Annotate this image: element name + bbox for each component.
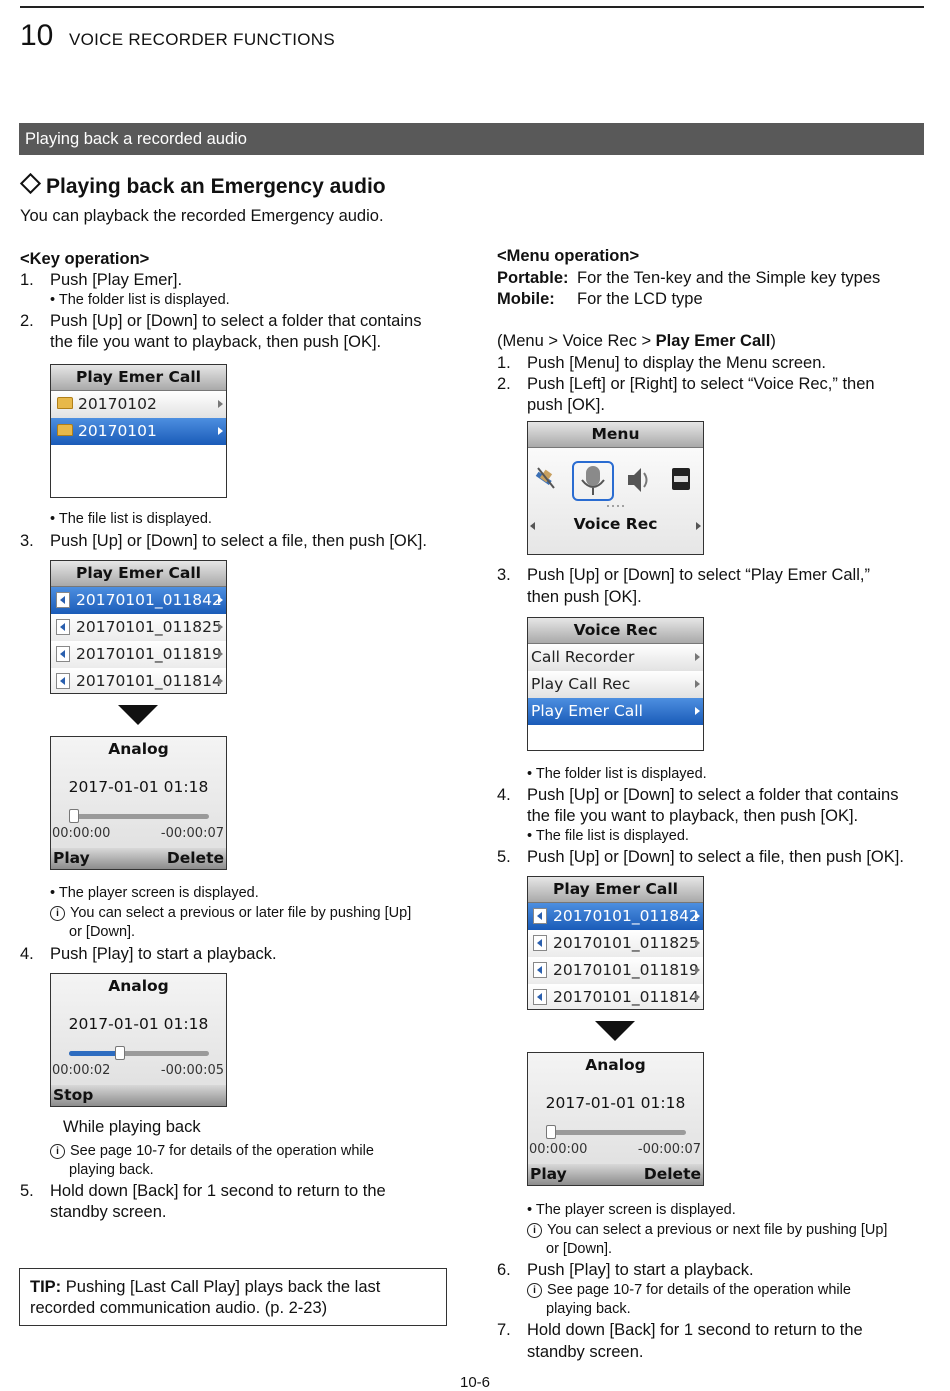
info-icon: i xyxy=(527,1283,542,1298)
right-player-note: • The player screen is displayed. xyxy=(527,1202,736,1218)
lcd-title: Play Emer Call xyxy=(51,365,226,391)
key-operation-title: <Key operation> xyxy=(20,250,150,268)
player-elapsed: 00:00:00 xyxy=(529,1142,588,1157)
audio-file-icon xyxy=(56,619,70,635)
right-step-4-cont: the file you want to playback, then push [OK]. xyxy=(527,807,859,825)
right-info-1-cont: or [Down]. xyxy=(546,1241,613,1257)
progress-track[interactable] xyxy=(69,814,209,819)
file-row-selected[interactable]: 20170101_011842 xyxy=(51,587,226,614)
lcd-title: Play Emer Call xyxy=(51,561,226,587)
left-info-2-cont: playing back. xyxy=(69,1162,154,1178)
header-rule xyxy=(20,6,924,8)
info-icon: i xyxy=(527,1223,542,1238)
chevron-right-icon xyxy=(218,427,223,435)
player-elapsed: 00:00:02 xyxy=(52,1063,111,1078)
audio-file-icon xyxy=(56,673,70,689)
player-datetime: 2017-01-01 01:18 xyxy=(68,778,209,796)
player-title: Analog xyxy=(108,740,169,758)
diamond-icon xyxy=(20,173,41,194)
left-info-2: i See page 10-7 for details of the operation while xyxy=(50,1142,374,1161)
down-arrow-icon xyxy=(118,705,158,725)
page-number: 10-6 xyxy=(459,1374,491,1391)
intro-text: You can playback the recorded Emergency audio. xyxy=(20,207,384,225)
player-datetime: 2017-01-01 01:18 xyxy=(68,1015,209,1033)
section-bar: Playing back a recorded audio xyxy=(19,123,924,155)
lcd-menu xyxy=(527,421,704,555)
audio-file-icon xyxy=(533,935,547,951)
left-step-3: 3. Push [Up] or [Down] to select a file, then push [OK]. xyxy=(20,532,427,550)
chevron-right-icon xyxy=(218,623,223,631)
file-row-selected[interactable]: 20170101_011842 xyxy=(528,903,703,930)
player-softkeys xyxy=(528,1164,703,1185)
lcd-title: Voice Rec xyxy=(528,618,703,644)
left-step-1: 1. Push [Play Emer]. xyxy=(20,271,183,289)
play-softkey[interactable]: Play xyxy=(530,1165,567,1183)
tip-box xyxy=(19,1268,447,1326)
chevron-right-icon xyxy=(695,939,700,947)
folder-row-selected[interactable]: 20170101 xyxy=(51,418,226,445)
right-step-4: 4. Push [Up] or [Down] to select a folder that contains xyxy=(497,786,899,804)
tip-text-cont: recorded communication audio. (p. 2-23) xyxy=(30,1299,328,1317)
info-icon: i xyxy=(50,1144,65,1159)
while-playing-caption: While playing back xyxy=(63,1118,201,1136)
left-step-5-cont: standby screen. xyxy=(50,1203,167,1221)
chevron-right-icon xyxy=(218,596,223,604)
left-step-1-note: • The folder list is displayed. xyxy=(50,292,230,308)
right-info-2-cont: playing back. xyxy=(546,1301,631,1317)
right-step-7: 7. Hold down [Back] for 1 second to return to the xyxy=(497,1321,863,1339)
player-datetime: 2017-01-01 01:18 xyxy=(545,1094,686,1112)
tip-text: Pushing [Last Call Play] plays back the last xyxy=(61,1278,381,1296)
audio-file-icon xyxy=(533,989,547,1005)
chapter-number: 10 xyxy=(20,19,54,52)
speaker-icon xyxy=(628,468,647,492)
mobile-line: Mobile: For the LCD type xyxy=(497,290,703,308)
left-step-2: 2. Push [Up] or [Down] to select a folder that contains xyxy=(20,312,422,330)
audio-file-icon xyxy=(56,592,70,608)
folder-icon xyxy=(57,424,73,436)
delete-softkey[interactable]: Delete xyxy=(643,1165,701,1183)
left-info-1: i You can select a previous or later file by pushing [Up] xyxy=(50,904,411,923)
lcd-folder-list xyxy=(50,364,227,498)
right-file-note: • The file list is displayed. xyxy=(527,828,689,844)
folder-row[interactable]: 20170102 xyxy=(51,391,226,418)
progress-knob[interactable] xyxy=(115,1046,125,1060)
play-softkey[interactable]: Play xyxy=(53,849,90,867)
right-folder-note: • The folder list is displayed. xyxy=(527,766,707,782)
chevron-right-icon xyxy=(695,680,700,688)
right-step-2: 2. Push [Left] or [Right] to select “Voice Rec,” then xyxy=(497,375,875,393)
player-title: Analog xyxy=(585,1056,646,1074)
player-softkeys xyxy=(51,848,226,869)
menu-item-play-call-rec[interactable]: Play Call Rec xyxy=(528,671,703,698)
right-step-3: 3. Push [Up] or [Down] to select “Play Emer Call,” xyxy=(497,566,870,584)
right-step-7-cont: standby screen. xyxy=(527,1343,644,1361)
lcd-file-list xyxy=(50,560,227,694)
menu-selected-label: Voice Rec xyxy=(573,515,658,533)
down-arrow-icon xyxy=(595,1021,635,1041)
file-row[interactable]: 20170101_011825 xyxy=(51,614,226,641)
lcd-file-list xyxy=(527,876,704,1010)
player-remaining: -00:00:07 xyxy=(637,1142,701,1157)
file-row[interactable]: 20170101_011819 xyxy=(528,957,703,984)
chevron-right-icon xyxy=(218,677,223,685)
menu-icons xyxy=(528,448,703,508)
file-row[interactable]: 20170101_011819 xyxy=(51,641,226,668)
audio-file-icon xyxy=(533,908,547,924)
progress-track[interactable] xyxy=(69,1051,209,1056)
info-icon: i xyxy=(50,906,65,921)
progress-fill xyxy=(69,1051,119,1056)
portable-line: Portable: For the Ten-key and the Simple key types xyxy=(497,269,881,287)
tip-label: TIP: xyxy=(30,1278,62,1296)
left-info-1-cont: or [Down]. xyxy=(69,924,136,940)
left-step-2-cont: the file you want to playback, then push [OK]. xyxy=(50,333,382,351)
sd-card-icon xyxy=(672,468,690,490)
lcd-player xyxy=(50,736,227,870)
chevron-right-icon xyxy=(695,993,700,1001)
lcd-player-playing xyxy=(50,973,227,1107)
chevron-right-icon xyxy=(218,400,223,408)
file-row[interactable]: 20170101_011825 xyxy=(528,930,703,957)
file-row[interactable]: 20170101_011814 xyxy=(528,984,703,1010)
progress-knob[interactable] xyxy=(546,1125,556,1139)
player-title: Analog xyxy=(108,977,169,995)
satellite-icon xyxy=(536,468,554,488)
right-step-2-cont: push [OK]. xyxy=(527,396,605,414)
left-step-4: 4. Push [Play] to start a playback. xyxy=(20,945,277,963)
audio-file-icon xyxy=(56,646,70,662)
right-info-1: i You can select a previous or next file by pushing [Up] xyxy=(527,1221,887,1240)
chevron-right-icon xyxy=(218,650,223,658)
chevron-right-icon xyxy=(695,653,700,661)
progress-track[interactable] xyxy=(546,1130,686,1135)
section-heading: Playing back an Emergency audio xyxy=(20,175,386,199)
lcd-title: Menu xyxy=(528,422,703,448)
chevron-right-icon xyxy=(695,912,700,920)
player-elapsed: 00:00:00 xyxy=(52,826,111,841)
chevron-right-icon xyxy=(695,966,700,974)
lcd-voice-rec xyxy=(527,617,704,751)
progress-knob[interactable] xyxy=(69,809,79,823)
chapter-title: VOICE RECORDER FUNCTIONS xyxy=(69,30,335,49)
left-file-list-note: • The file list is displayed. xyxy=(50,511,212,527)
chevron-right-icon[interactable] xyxy=(696,522,701,530)
right-step-5: 5. Push [Up] or [Down] to select a file, then push [OK]. xyxy=(497,848,904,866)
right-step-6: 6. Push [Play] to start a playback. xyxy=(497,1261,754,1279)
player-softkeys xyxy=(51,1085,226,1106)
menu-operation-title: <Menu operation> xyxy=(497,247,640,265)
chevron-right-icon xyxy=(695,707,700,715)
folder-icon xyxy=(57,397,73,409)
chevron-left-icon[interactable] xyxy=(530,522,535,530)
player-remaining: -00:00:07 xyxy=(160,826,224,841)
stop-softkey[interactable]: Stop xyxy=(53,1086,94,1104)
menu-item-call-recorder[interactable]: Call Recorder xyxy=(528,644,703,671)
delete-softkey[interactable]: Delete xyxy=(166,849,224,867)
left-player-note: • The player screen is displayed. xyxy=(50,885,259,901)
menu-item-play-emer-call[interactable]: Play Emer Call xyxy=(528,698,703,725)
file-row[interactable]: 20170101_011814 xyxy=(51,668,226,694)
microphone-icon xyxy=(573,462,613,500)
right-step-3-cont: then push [OK]. xyxy=(527,588,642,606)
player-remaining: -00:00:05 xyxy=(160,1063,224,1078)
lcd-title: Play Emer Call xyxy=(528,877,703,903)
left-step-5: 5. Hold down [Back] for 1 second to return to the xyxy=(20,1182,386,1200)
right-step-1: 1. Push [Menu] to display the Menu screen. xyxy=(497,354,826,372)
audio-file-icon xyxy=(533,962,547,978)
menu-path: (Menu > Voice Rec > Play Emer Call) xyxy=(497,332,776,350)
right-info-2: i See page 10-7 for details of the operation while xyxy=(527,1281,851,1300)
lcd-player xyxy=(527,1052,704,1186)
